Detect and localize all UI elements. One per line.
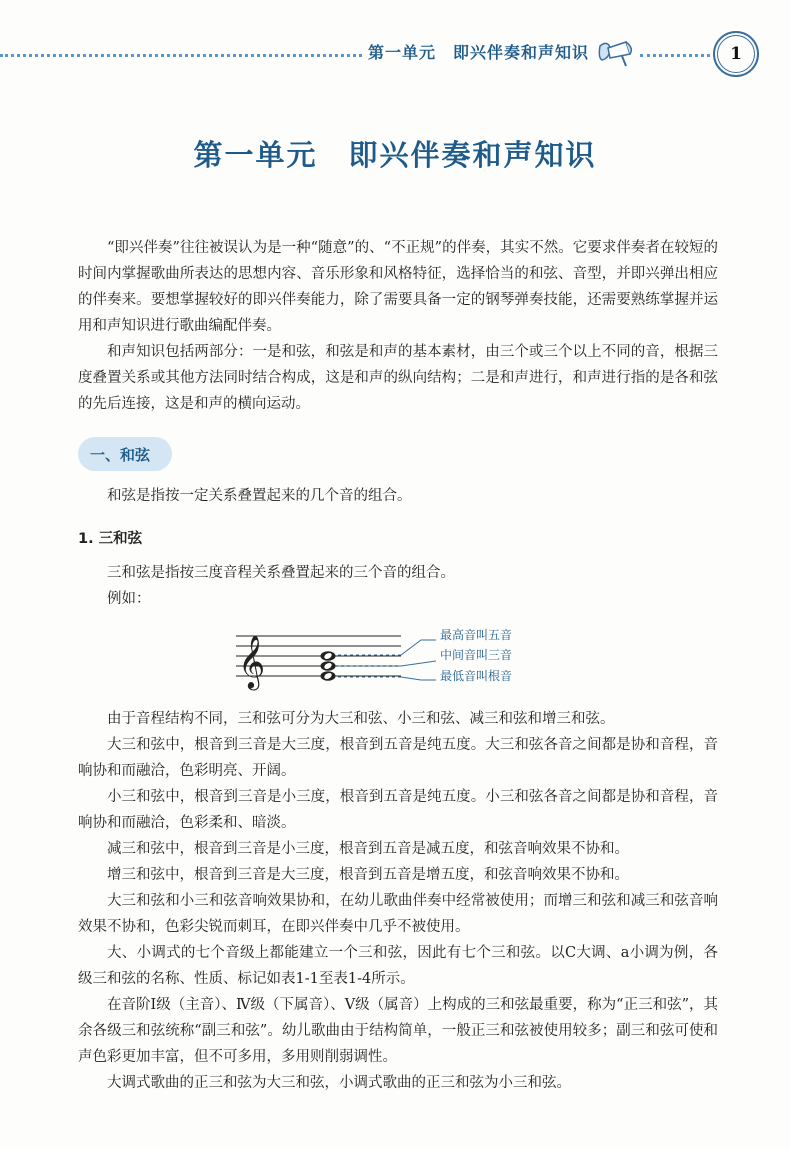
body-paragraph-3: 小三和弦中，根音到三音是小三度，根音到五音是纯五度。小三和弦各音之间都是协和音程，音响协和而融洽，色彩柔和、暗淡。	[78, 789, 718, 831]
megaphone-icon	[596, 36, 636, 70]
body-paragraph-8: 在音阶Ⅰ级（主音）、Ⅳ级（下属音）、Ⅴ级（属音）上构成的三和弦最重要，称为“正三和弦”，其余各级三和弦统称“副三和弦”。幼儿歌曲由于结构简单，一般正三和弦被使用较多；副三和弦可使和声色彩更加丰富，但不可多用，多用则削弱调性。	[78, 997, 719, 1065]
figure-label-third: 中间音叫三音	[440, 648, 513, 662]
body-paragraph-5: 增三和弦中，根音到三音是大三度，根音到五音是增五度，和弦音响效果不协和。	[107, 867, 629, 883]
subsection-heading: 1. 三和弦	[78, 531, 143, 547]
section-definition: 和弦是指按一定关系叠置起来的几个音的组合。	[107, 488, 412, 504]
intro-paragraph-1: “即兴伴奏”往往被误认为是一种“随意”的、“不正规”的伴奏，其实不然。它要求伴奏者在较短的时间内掌握歌曲所表达的思想内容、音乐形象和风格特征，选择恰当的和弦、音型，并即兴弹出相应的伴奏来。要想掌握较好的即兴伴奏能力，除了需要具备一定的钢琴弹奏技能，还需要熟练掌握并运用和声知识进行歌曲编配伴奏。	[78, 240, 718, 334]
body-paragraph-2: 大三和弦中，根音到三音是大三度，根音到五音是纯五度。大三和弦各音之间都是协和音程，音响协和而融洽，色彩明亮、开阔。	[78, 737, 718, 779]
body-paragraph-1: 由于音程结构不同，三和弦可分为大三和弦、小三和弦、减三和弦和增三和弦。	[107, 711, 615, 727]
body-paragraph-4: 减三和弦中，根音到三音是小三度，根音到五音是减五度，和弦音响效果不协和。	[107, 841, 629, 857]
treble-clef-icon: 𝄞	[238, 634, 266, 688]
example-label: 例如：	[107, 591, 151, 607]
body-paragraph-6: 大三和弦和小三和弦音响效果协和，在幼儿歌曲伴奏中经常被使用；而增三和弦和减三和弦音响效果不协和，色彩尖锐而刺耳，在即兴伴奏中几乎不被使用。	[78, 893, 718, 935]
page-header	[0, 0, 790, 100]
page-number: 1	[717, 35, 755, 73]
page-number-badge	[713, 31, 759, 77]
section-heading: 一、和弦	[78, 437, 172, 471]
figure-label-root: 最低音叫根音	[440, 669, 513, 683]
body-paragraph-9: 大调式歌曲的正三和弦为大三和弦，小调式歌曲的正三和弦为小三和弦。	[107, 1075, 571, 1091]
header-dotted-rule-right	[640, 54, 710, 57]
body-paragraph-7: 大、小调式的七个音级上都能建立一个三和弦，因此有七个三和弦。以C大调、a小调为例，各级三和弦的名称、性质、标记如表1-1至表1-4所示。	[78, 945, 718, 987]
intro-paragraph-2: 和声知识包括两部分：一是和弦，和弦是和声的基本素材，由三个或三个以上不同的音，根据三度叠置关系或其他方法同时结合构成，这是和声的纵向结构；二是和声进行，和声进行指的是各和弦的先后连接，这是和声的横向运动。	[78, 344, 718, 412]
header-dotted-rule-left	[0, 54, 362, 57]
unit-title: 第一单元 即兴伴奏和声知识	[193, 138, 597, 172]
running-title: 第一单元 即兴伴奏和声知识	[368, 43, 590, 62]
subsection-definition: 三和弦是指按三度音程关系叠置起来的三个音的组合。	[107, 565, 455, 581]
figure-label-fifth: 最高音叫五音	[440, 628, 513, 642]
